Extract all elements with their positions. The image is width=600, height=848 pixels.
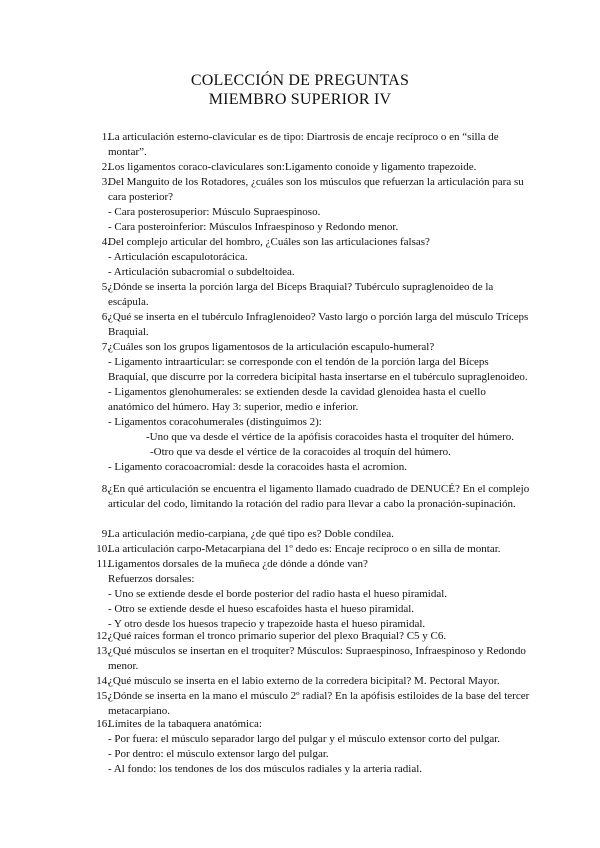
- answer-subline: -Otro que va desde el vértice de la coracoides al troquín del húmero.: [150, 446, 451, 458]
- question-number: 10.: [96, 543, 110, 555]
- question-text: ¿Qué raíces forman el tronco primario superior del plexo Braquial? C5 y C6.: [108, 630, 447, 642]
- question-number: 8.: [101, 483, 110, 495]
- question-8: [90, 482, 530, 512]
- question-number: 11.: [96, 558, 110, 570]
- question-number: 15.: [96, 690, 110, 702]
- question-text: ¿Dónde se inserta en la mano el músculo 2º radial? En la apófisis estiloides de la base del tercer metacarpiano.: [108, 690, 530, 717]
- question-number: 9.: [101, 528, 110, 540]
- question-number: 2.: [101, 161, 110, 173]
- question-number: 6.: [101, 311, 110, 323]
- question-11: [90, 557, 530, 632]
- question-text: ¿Qué músculo se inserta en el labio externo de la corredera bicipital? M. Pectoral Mayor.: [108, 675, 500, 687]
- answer-line: - Al fondo: los tendones de los dos músculos radiales y la arteria radial.: [108, 763, 423, 775]
- answer-line: - Ligamentos glenohumerales: se extienden desde la cavidad glenoidea hasta el cuello anatómico del húmero. Hay 3: superior, medio e inferior.: [108, 386, 486, 413]
- answer-line: - Ligamentos coracohumerales (distinguimos 2):: [108, 416, 322, 428]
- question-number: 3.: [101, 176, 110, 188]
- question-text: ¿Qué se inserta en el tubérculo Infraglenoideo? Vasto largo o porción larga del músculo Tríceps Braquial.: [108, 311, 529, 338]
- answer-line: - Cara posterosuperior: Músculo Supraespinoso.: [108, 206, 321, 218]
- question-9: [90, 527, 530, 542]
- question-5: [90, 280, 530, 310]
- question-number: 1.: [101, 131, 110, 143]
- question-16: [90, 717, 530, 777]
- question-text: Los ligamentos coraco-claviculares son:Ligamento conoide y ligamento trapezoide.: [108, 161, 477, 173]
- question-text: ¿Cuáles son los grupos ligamentosos de la articulación escapulo-humeral?: [108, 341, 435, 353]
- question-number: 5.: [101, 281, 110, 293]
- question-4: [90, 235, 530, 280]
- question-text: Del Manguito de los Rotadores, ¿cuáles son los músculos que refuerzan la articulación para su cara posterior?: [108, 176, 524, 203]
- question-number: 14.: [96, 675, 110, 687]
- answer-line: - Uno se extiende desde el borde posterior del radio hasta el hueso piramidal.: [108, 588, 448, 600]
- question-text: ¿En qué articulación se encuentra el ligamento llamado cuadrado de DENUCÉ? En el complejo articular del codo, limitando la rotación del radio para llevar a cabo la pronación-supinación.: [108, 483, 530, 510]
- answer-subline: -Uno que va desde el vértice de la apófisis coracoides hasta el troquíter del húmero.: [146, 431, 515, 443]
- question-7: [90, 340, 530, 475]
- answer-line: - Otro se extiende desde el hueso escafoides hasta el hueso piramidal.: [108, 603, 415, 615]
- question-1: [90, 130, 530, 160]
- question-2: [90, 160, 530, 175]
- question-13: [90, 644, 530, 674]
- question-text: Ligamentos dorsales de la muñeca ¿de dónde a dónde van?: [108, 558, 368, 570]
- question-text: ¿Qué músculos se insertan en el troquíter? Músculos: Supraespinoso, Infraespinoso y Redondo menor.: [108, 645, 526, 672]
- question-10: [90, 542, 530, 557]
- question-12: [90, 629, 530, 644]
- question-14: [90, 674, 530, 689]
- answer-line: - Y otro desde los huesos trapecio y trapezoide hasta el hueso piramidal.: [108, 618, 426, 630]
- answer-line: - Articulación escapulotorácica.: [108, 251, 248, 263]
- question-text: ¿Dónde se inserta la porción larga del Bíceps Braquial? Tubérculo supraglenoideo de la escápula.: [108, 281, 494, 308]
- answer-line: - Ligamento intraarticular: se corresponde con el tendón de la porción larga del Bíceps Braquial, que discurre por la corredera bicipital hasta insertarse en el tubérculo supraglenoideo.: [108, 356, 528, 383]
- question-3: [90, 175, 530, 235]
- answer-line: - Articulación subacromial o subdeltoidea.: [108, 266, 295, 278]
- answer-line: - Por fuera: el músculo separador largo del pulgar y el músculo extensor corto del pulgar.: [108, 733, 501, 745]
- question-number: 16.: [96, 718, 110, 730]
- question-number: 7.: [101, 341, 110, 353]
- question-15: [90, 689, 530, 719]
- question-text: La articulación esterno-clavicular es de tipo: Diartrosis de encaje recíproco o en “silla de montar”.: [108, 131, 499, 158]
- document-subtitle: MIEMBRO SUPERIOR IV: [208, 91, 392, 108]
- answer-line: - Cara posteroinferior: Músculos Infraespinoso y Redondo menor.: [108, 221, 399, 233]
- answer-line: - Ligamento coracoacromial: desde la coracoides hasta el acromion.: [108, 461, 408, 473]
- question-text: Del complejo articular del hombro, ¿Cuáles son las articulaciones falsas?: [108, 236, 430, 248]
- question-6: [90, 310, 530, 340]
- question-text: La articulación carpo-Metacarpiana del 1º dedo es: Encaje recíproco o en silla de montar.: [108, 543, 501, 555]
- answer-line: - Por dentro: el músculo extensor largo del pulgar.: [108, 748, 329, 760]
- question-number: 13.: [96, 645, 110, 657]
- document-title: COLECCIÓN DE PREGUNTAS: [190, 72, 410, 89]
- question-number: 4.: [101, 236, 110, 248]
- question-text: La articulación medio-carpiana, ¿de qué tipo es? Doble condílea.: [108, 528, 394, 540]
- answer-line: Refuerzos dorsales:: [108, 573, 195, 585]
- question-number: 12.: [96, 630, 110, 642]
- question-text: Límites de la tabaquera anatómica:: [108, 718, 262, 730]
